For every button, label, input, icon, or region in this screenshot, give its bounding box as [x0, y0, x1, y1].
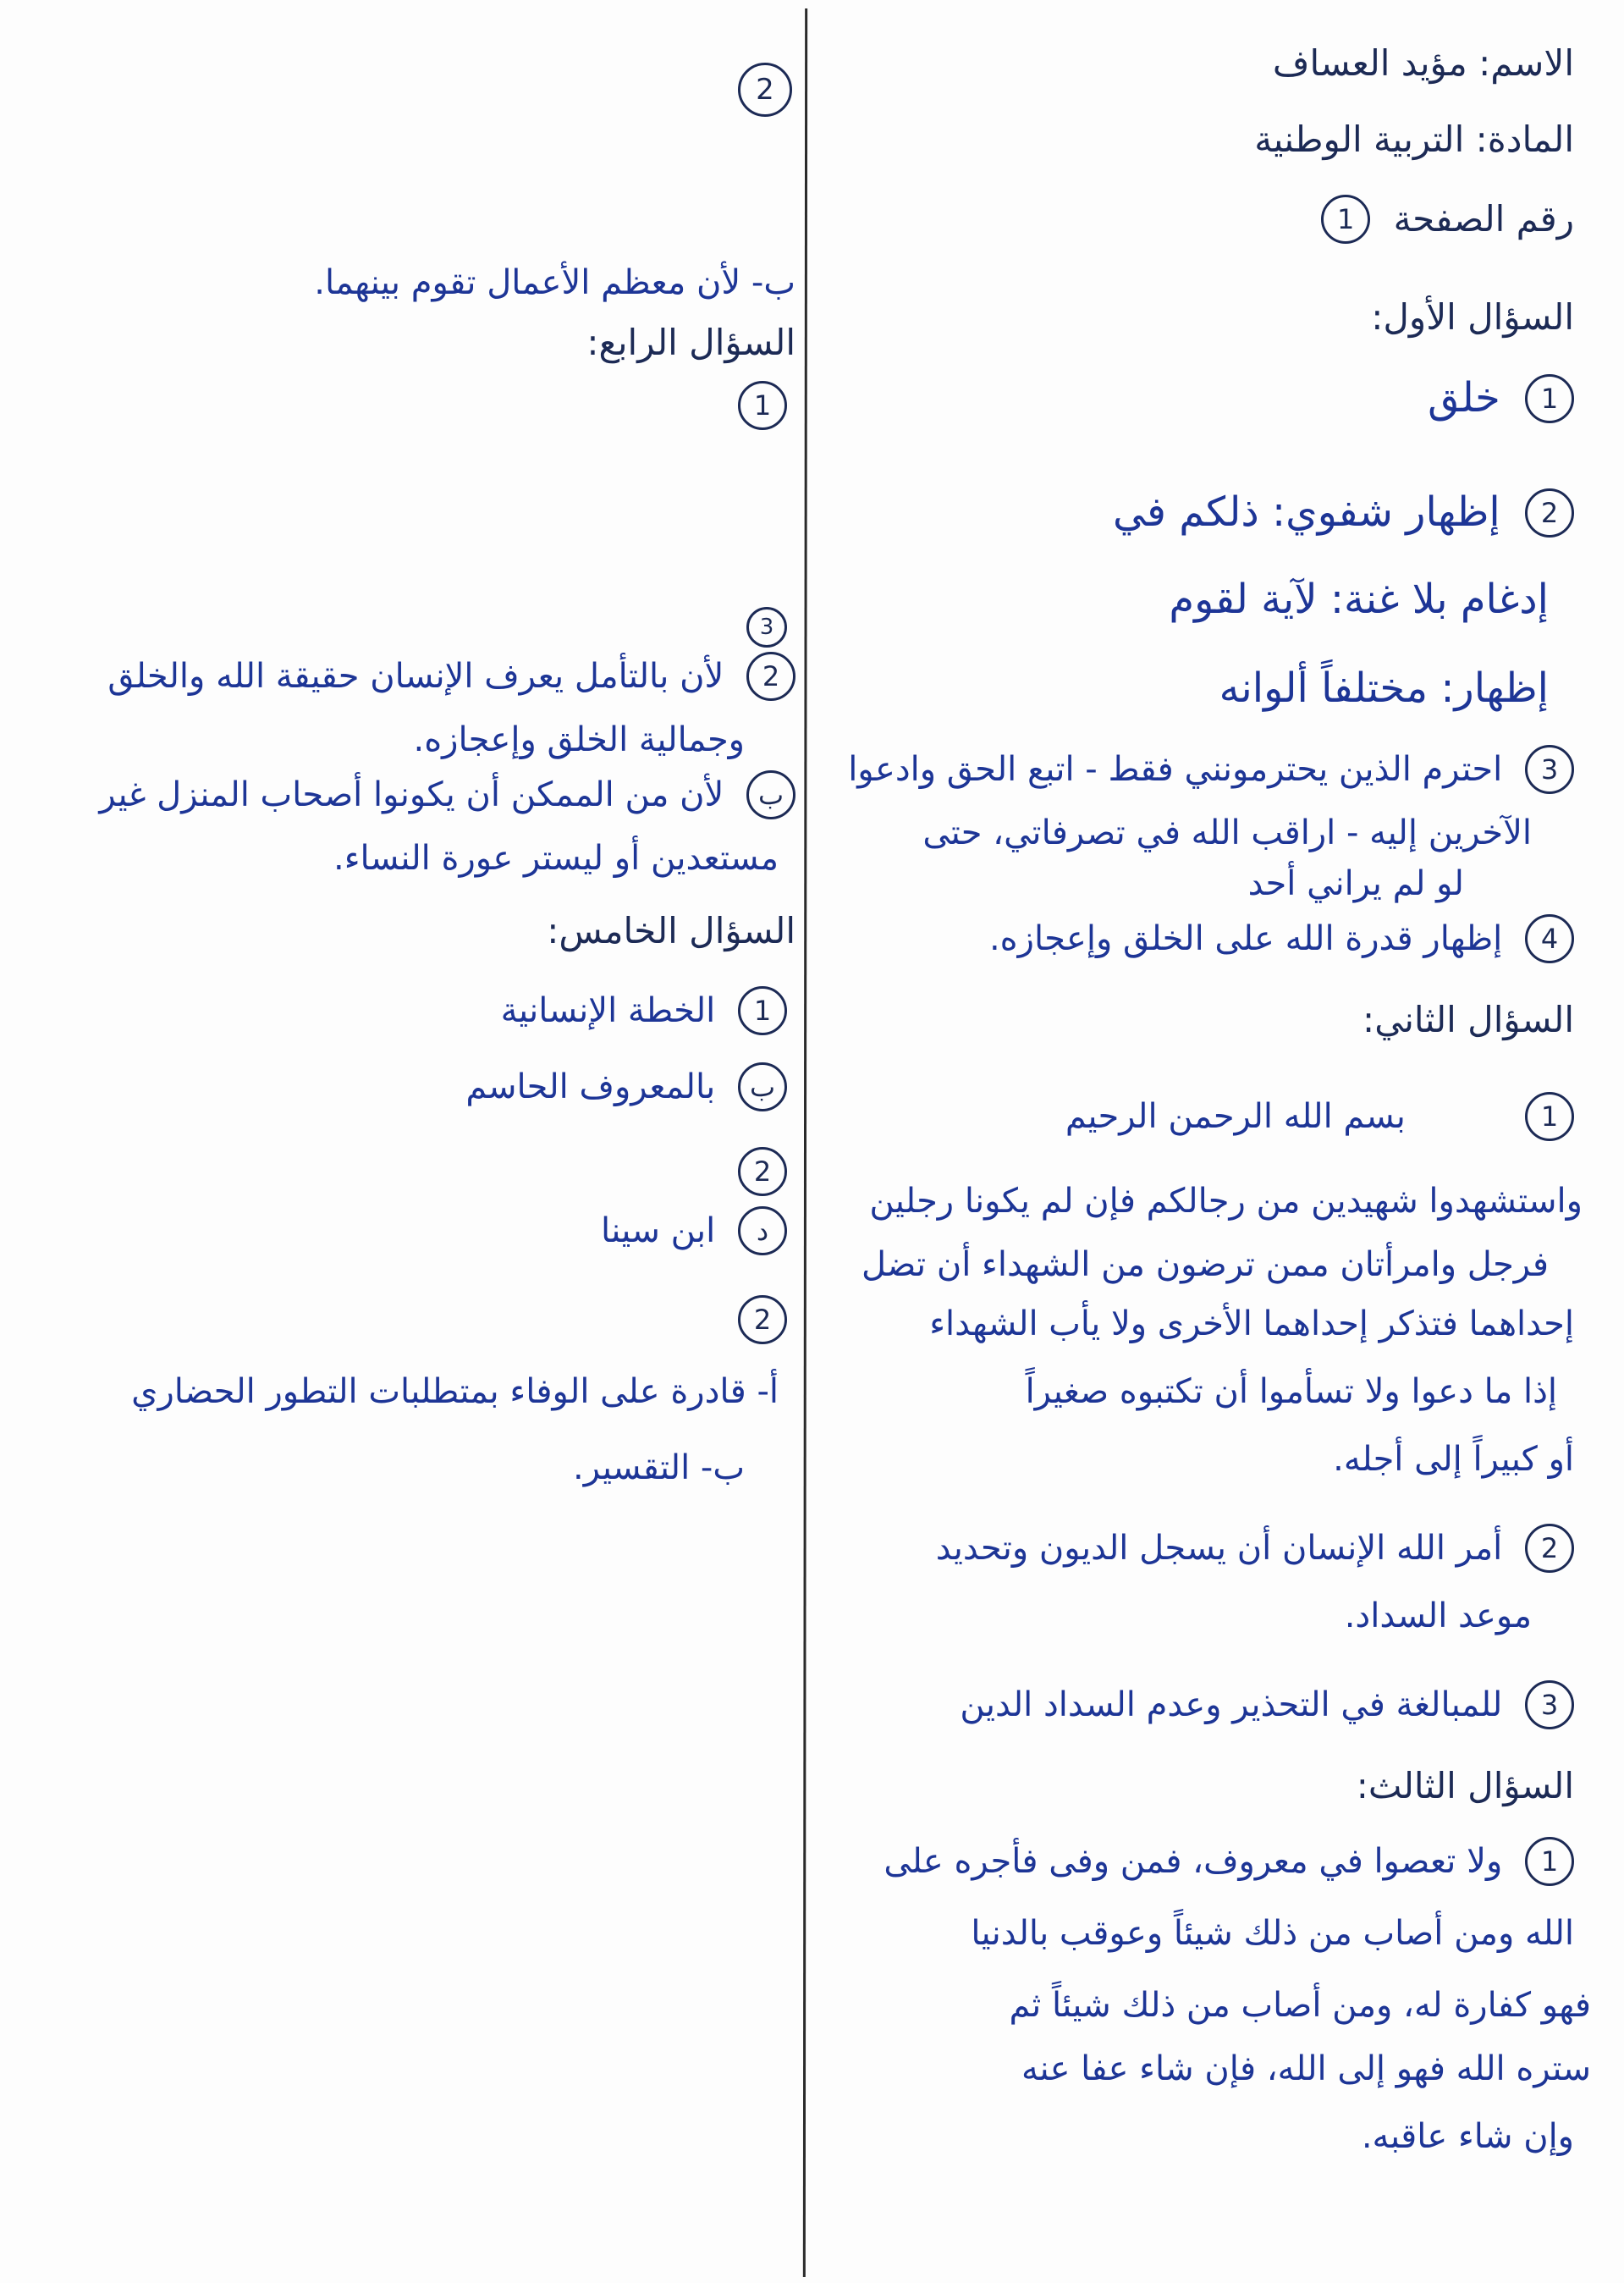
- q1-answer-1: [1428, 372, 1574, 423]
- q3-a1-line3: فهو كفارة له، ومن أصاب من ذلك شيئاً ثم: [1009, 1986, 1591, 2025]
- q5-b-number: ب: [738, 1062, 787, 1111]
- q1-heading: السؤال الأول:: [1371, 296, 1574, 338]
- q1-a3-line3: لو لم يراني أحد: [1247, 864, 1464, 903]
- q3-a1-number: 1: [1525, 1837, 1574, 1886]
- q3-a1-line5: وإن شاء عاقبه.: [1361, 2117, 1574, 2156]
- q1-a4-number: 4: [1525, 914, 1574, 963]
- q5-d-text: ابن سينا: [601, 1211, 716, 1250]
- q2-a1-number: 1: [1525, 1092, 1574, 1141]
- q4-answer-3-marker: [735, 605, 787, 648]
- q2-a1-line6: أو كبيراً إلى أجله.: [1333, 1440, 1574, 1479]
- q5-answer-1: [501, 986, 787, 1035]
- q2-answer-2: [936, 1524, 1574, 1573]
- q4-a3-number: 3: [746, 607, 787, 648]
- page-number-circle: 1: [1321, 195, 1370, 244]
- q2-answer-1: [1065, 1092, 1574, 1141]
- q2-a1-line4: إحداهما فتذكر إحداهما الأخرى ولا يأب الشهداء: [929, 1304, 1574, 1343]
- q4-b-line1: لأن من الممكن أن يكونوا أصحاب المنزل غير: [99, 775, 724, 814]
- q2-a1-line3: فرجل وامرأتان ممن ترضون من الشهداء أن تضل: [862, 1245, 1549, 1284]
- q5-b-text: بالمعروف الحاسم: [465, 1067, 716, 1106]
- q3-answer-1: [884, 1837, 1574, 1886]
- student-name: الاسم: مؤيد العساف: [1272, 42, 1574, 84]
- left-page-number: 2: [738, 63, 792, 117]
- q4-a2-number: 2: [746, 652, 795, 701]
- q5-d-number: د: [738, 1206, 787, 1255]
- q4-answer-2: [107, 652, 795, 701]
- q1-answer-3: [848, 745, 1574, 794]
- q4-a2-line2: وجمالية الخلق وإعجازه.: [413, 720, 745, 759]
- q2-a2-line2: موعد السداد.: [1344, 1596, 1532, 1635]
- q5-a1-text: الخطة الإنسانية: [500, 991, 716, 1030]
- q1-a3-number: 3: [1525, 745, 1574, 794]
- q1-answer-4: [989, 914, 1574, 963]
- q4-a2-line1: لأن بالتأمل يعرف الإنسان حقيقة الله والخلق: [107, 657, 724, 696]
- q4-b-line2: مستعدين أو ليستر عورة النساء.: [333, 839, 779, 878]
- q1-a2-number: 2: [1525, 488, 1574, 538]
- q1-a1-number: 1: [1525, 374, 1574, 423]
- q1-a2-line3: إظهار: مختلفاً ألوانه: [1219, 664, 1549, 712]
- column-divider: [803, 8, 807, 2277]
- q5-c-number: 2: [738, 1147, 787, 1196]
- q3-a1-line4: ستره الله فهو إلى الله، فإن شاء عفا عنه: [1021, 2049, 1591, 2088]
- q1-a1-text: خلق: [1428, 374, 1500, 422]
- q2-heading: السؤال الثاني:: [1363, 999, 1574, 1040]
- q2-a2-number: 2: [1525, 1524, 1574, 1573]
- page-number-line: [1321, 195, 1574, 244]
- q1-a4-text: إظهار قدرة الله على الخلق وإعجازه.: [988, 919, 1503, 958]
- q2-a2-line1: أمر الله الإنسان أن يسجل الديون وتحديد: [935, 1529, 1503, 1568]
- q4-heading: السؤال الرابع:: [586, 322, 795, 363]
- page-number-label: رقم الصفحة: [1393, 197, 1574, 240]
- q2-a1-line5: إذا ما دعوا ولا تسأموا أن تكتبوه صغيراً: [1025, 1372, 1557, 1411]
- q1-answer-2: [1113, 487, 1574, 538]
- q1-a2-line2: إدغام بلا غنة: لآية لقوم: [1169, 576, 1549, 623]
- q3-heading: السؤال الثالث:: [1356, 1765, 1574, 1806]
- q1-a3-line2: الآخرين إليه - اراقب الله في تصرفاتي، حتى: [922, 813, 1532, 852]
- q2-a3-number: 3: [1525, 1680, 1574, 1729]
- q4-answer-1: [726, 381, 787, 430]
- q5-a1-number: 1: [738, 986, 787, 1035]
- q2-a3-text: للمبالغة في التحذير وعدم السداد الدين: [960, 1685, 1503, 1724]
- q3-a1-line2: الله ومن أصاب من ذلك شيئاً وعوقب بالدنيا: [971, 1914, 1574, 1953]
- q2-a1-line2: واستشهدوا شهيدين من رجالكم فإن لم يكونا رجلين: [869, 1182, 1583, 1221]
- q2-answer-3: [960, 1680, 1574, 1729]
- q5-answer-d: [601, 1206, 787, 1255]
- q5-heading: السؤال الخامس:: [547, 910, 795, 951]
- q4-b-number: ب: [746, 770, 795, 819]
- q4-a1-number: 1: [738, 381, 787, 430]
- q1-a3-line1: احترم الذين يحترمونني فقط - اتبع الحق وادعوا: [848, 750, 1503, 789]
- q5-answer-b: [465, 1062, 787, 1111]
- q5-answer-c: [726, 1147, 787, 1196]
- q2-a1-basmala: بسم الله الرحمن الرحيم: [1065, 1097, 1406, 1136]
- q1-a2-line1: إظهار شفوي: ذلكم في: [1113, 488, 1500, 537]
- q5-e-number: 2: [738, 1295, 787, 1344]
- q3-b-answer: ب- لأن معظم الأعمال تقوم بينهما.: [314, 263, 795, 302]
- q5-e-b: ب- التقسير.: [573, 1448, 745, 1487]
- q5-e-a: أ- قادرة على الوفاء بمتطلبات التطور الحضاري: [131, 1372, 779, 1411]
- q3-a1-line1: ولا تعصوا في معروف، فمن وفى فأجره على: [884, 1842, 1503, 1881]
- q5-answer-e: [726, 1295, 787, 1344]
- subject-name: المادة: التربية الوطنية: [1254, 119, 1574, 160]
- q4-answer-b: [99, 770, 795, 819]
